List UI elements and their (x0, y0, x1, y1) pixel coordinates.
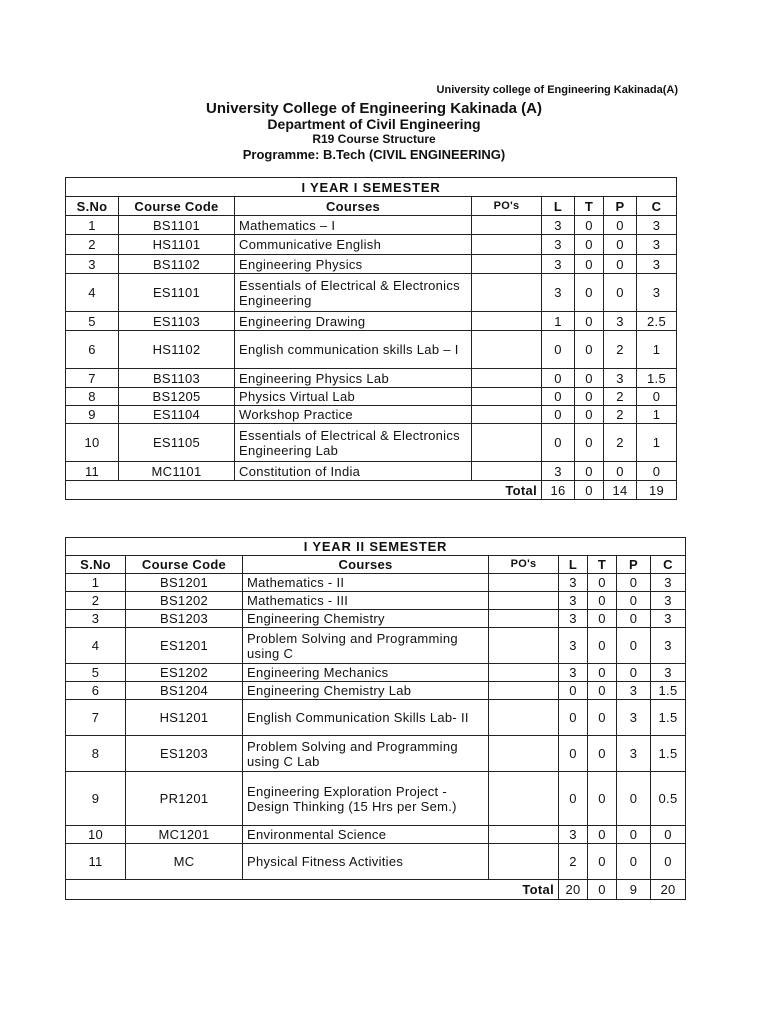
row-course-code: BS1102 (119, 255, 235, 274)
row-course-name: English Communication Skills Lab- II (243, 700, 489, 736)
row-sno: 2 (66, 235, 119, 255)
row-sno: 6 (66, 331, 119, 369)
row-l: 0 (559, 736, 588, 772)
row-c: 1 (637, 406, 677, 424)
row-pos (472, 369, 542, 388)
row-pos (472, 331, 542, 369)
row-p: 0 (604, 274, 637, 312)
row-course-name: Mathematics – I (235, 216, 472, 235)
col-courses: Courses (243, 556, 489, 574)
row-t: 0 (575, 369, 604, 388)
row-pos (472, 235, 542, 255)
row-pos (472, 424, 542, 462)
row-p: 0 (617, 628, 651, 664)
row-pos (472, 462, 542, 481)
row-t: 0 (588, 844, 617, 880)
row-p: 0 (617, 844, 651, 880)
table-row (66, 406, 677, 424)
row-pos (472, 274, 542, 312)
col-l: L (542, 197, 575, 216)
row-t: 0 (575, 312, 604, 331)
row-sno: 10 (66, 826, 126, 844)
col-pos: PO's (489, 556, 559, 574)
semester-2-table (65, 537, 686, 900)
row-c: 0.5 (651, 772, 686, 826)
row-c: 1.5 (651, 736, 686, 772)
row-course-name: Engineering Mechanics (243, 664, 489, 682)
row-course-code: ES1201 (126, 628, 243, 664)
row-course-code: ES1202 (126, 664, 243, 682)
row-l: 0 (542, 424, 575, 462)
row-course-name: Problem Solving and Programming using C Lab (243, 736, 489, 772)
row-course-code: BS1201 (126, 574, 243, 592)
row-l: 3 (559, 592, 588, 610)
row-course-name: Environmental Science (243, 826, 489, 844)
column-header-row (66, 197, 677, 216)
row-c: 1 (637, 424, 677, 462)
table-row (66, 369, 677, 388)
row-p: 0 (617, 592, 651, 610)
total-row (66, 481, 677, 500)
row-p: 3 (617, 682, 651, 700)
table-row (66, 331, 677, 369)
col-c: C (651, 556, 686, 574)
row-course-code: ES1105 (119, 424, 235, 462)
row-pos (472, 312, 542, 331)
table-row (66, 388, 677, 406)
row-sno: 5 (66, 312, 119, 331)
col-l: L (559, 556, 588, 574)
row-p: 0 (604, 216, 637, 235)
total-c: 19 (637, 481, 677, 500)
col-p: P (617, 556, 651, 574)
row-course-code: BS1205 (119, 388, 235, 406)
total-p: 9 (617, 880, 651, 900)
row-t: 0 (588, 682, 617, 700)
row-sno: 6 (66, 682, 126, 700)
row-p: 3 (604, 312, 637, 331)
row-t: 0 (575, 255, 604, 274)
col-t: T (575, 197, 604, 216)
row-c: 0 (651, 826, 686, 844)
row-p: 3 (617, 700, 651, 736)
row-c: 2.5 (637, 312, 677, 331)
table-row (66, 216, 677, 235)
table-row (66, 592, 686, 610)
row-course-name: Mathematics - III (243, 592, 489, 610)
row-p: 0 (604, 462, 637, 481)
row-c: 3 (637, 235, 677, 255)
total-t: 0 (588, 880, 617, 900)
row-pos (489, 592, 559, 610)
col-c: C (637, 197, 677, 216)
total-p: 14 (604, 481, 637, 500)
row-l: 3 (559, 628, 588, 664)
row-pos (489, 682, 559, 700)
row-t: 0 (588, 736, 617, 772)
row-pos (489, 664, 559, 682)
row-c: 0 (637, 388, 677, 406)
table-row (66, 462, 677, 481)
row-p: 2 (604, 424, 637, 462)
row-course-code: PR1201 (126, 772, 243, 826)
total-label: Total (66, 880, 559, 900)
row-l: 3 (542, 274, 575, 312)
programme-title: Programme: B.Tech (CIVIL ENGINEERING) (242, 147, 506, 162)
row-l: 0 (542, 406, 575, 424)
column-header-row (66, 556, 686, 574)
row-course-name: Engineering Chemistry (243, 610, 489, 628)
semester-2-body (66, 538, 686, 900)
row-sno: 7 (66, 369, 119, 388)
row-course-code: MC (126, 844, 243, 880)
table-row (66, 235, 677, 255)
row-c: 3 (651, 610, 686, 628)
row-t: 0 (588, 610, 617, 628)
row-sno: 11 (66, 844, 126, 880)
row-p: 0 (617, 664, 651, 682)
row-sno: 4 (66, 274, 119, 312)
table-row (66, 826, 686, 844)
total-l: 16 (542, 481, 575, 500)
semester-title: I YEAR II SEMESTER (66, 538, 686, 556)
table-row (66, 312, 677, 331)
row-t: 0 (588, 664, 617, 682)
row-course-name: Communicative English (235, 235, 472, 255)
table-row (66, 628, 686, 664)
row-pos (489, 700, 559, 736)
row-pos (489, 610, 559, 628)
row-course-name: Essentials of Electrical & Electronics Engineering (235, 274, 472, 312)
row-l: 0 (559, 772, 588, 826)
row-course-name: Workshop Practice (235, 406, 472, 424)
total-row (66, 880, 686, 900)
row-course-code: ES1203 (126, 736, 243, 772)
row-l: 0 (542, 369, 575, 388)
row-t: 0 (575, 331, 604, 369)
row-pos (472, 406, 542, 424)
row-p: 3 (617, 736, 651, 772)
row-c: 1 (637, 331, 677, 369)
semester-title: I YEAR I SEMESTER (66, 178, 677, 197)
row-course-code: BS1204 (126, 682, 243, 700)
row-p: 0 (617, 610, 651, 628)
row-course-name: Engineering Chemistry Lab (243, 682, 489, 700)
row-l: 0 (542, 331, 575, 369)
row-t: 0 (588, 628, 617, 664)
col-courses: Courses (235, 197, 472, 216)
row-l: 3 (559, 610, 588, 628)
row-l: 0 (559, 700, 588, 736)
top-note: University college of Engineering Kakinada(A) (436, 84, 678, 96)
row-l: 3 (542, 255, 575, 274)
row-sno: 9 (66, 406, 119, 424)
row-course-code: MC1201 (126, 826, 243, 844)
row-l: 3 (542, 235, 575, 255)
table-row (66, 700, 686, 736)
row-sno: 8 (66, 388, 119, 406)
row-p: 0 (604, 235, 637, 255)
row-p: 2 (604, 406, 637, 424)
row-course-name: Engineering Physics Lab (235, 369, 472, 388)
row-c: 1.5 (637, 369, 677, 388)
row-p: 0 (604, 255, 637, 274)
semester-1-body (66, 178, 677, 500)
row-pos (472, 388, 542, 406)
row-pos (472, 255, 542, 274)
row-l: 1 (542, 312, 575, 331)
row-sno: 3 (66, 255, 119, 274)
row-t: 0 (575, 216, 604, 235)
row-sno: 9 (66, 772, 126, 826)
row-p: 2 (604, 388, 637, 406)
row-l: 3 (542, 462, 575, 481)
row-course-code: MC1101 (119, 462, 235, 481)
row-p: 0 (617, 574, 651, 592)
table-row (66, 574, 686, 592)
row-l: 3 (542, 216, 575, 235)
row-sno: 4 (66, 628, 126, 664)
row-course-name: Physics Virtual Lab (235, 388, 472, 406)
row-c: 3 (651, 664, 686, 682)
row-course-name: Engineering Exploration Project - Design Thinking (15 Hrs per Sem.) (243, 772, 489, 826)
row-c: 1.5 (651, 700, 686, 736)
row-course-code: ES1103 (119, 312, 235, 331)
row-t: 0 (588, 772, 617, 826)
row-course-name: Mathematics - II (243, 574, 489, 592)
row-pos (489, 844, 559, 880)
row-t: 0 (575, 274, 604, 312)
semester-1-table (65, 177, 677, 500)
row-sno: 10 (66, 424, 119, 462)
col-sno: S.No (66, 556, 126, 574)
row-sno: 3 (66, 610, 126, 628)
row-l: 3 (559, 574, 588, 592)
table-row (66, 844, 686, 880)
table-row (66, 610, 686, 628)
row-course-code: BS1101 (119, 216, 235, 235)
table-row (66, 274, 677, 312)
row-course-name: Physical Fitness Activities (243, 844, 489, 880)
row-t: 0 (588, 700, 617, 736)
row-pos (489, 736, 559, 772)
row-p: 3 (604, 369, 637, 388)
row-c: 3 (651, 628, 686, 664)
total-l: 20 (559, 880, 588, 900)
row-p: 0 (617, 772, 651, 826)
university-title: University College of Engineering Kakinada (A) (206, 100, 542, 117)
row-course-name: Constitution of India (235, 462, 472, 481)
row-course-code: HS1101 (119, 235, 235, 255)
col-code: Course Code (119, 197, 235, 216)
row-course-name: Engineering Drawing (235, 312, 472, 331)
row-p: 2 (604, 331, 637, 369)
row-c: 3 (637, 255, 677, 274)
row-course-code: ES1101 (119, 274, 235, 312)
total-t: 0 (575, 481, 604, 500)
row-t: 0 (588, 826, 617, 844)
row-t: 0 (575, 406, 604, 424)
row-course-code: ES1104 (119, 406, 235, 424)
row-course-name: Engineering Physics (235, 255, 472, 274)
row-l: 0 (542, 388, 575, 406)
row-course-name: English communication skills Lab – I (235, 331, 472, 369)
row-sno: 2 (66, 592, 126, 610)
row-c: 0 (651, 844, 686, 880)
row-sno: 8 (66, 736, 126, 772)
row-c: 0 (637, 462, 677, 481)
row-course-code: BS1202 (126, 592, 243, 610)
table-row (66, 772, 686, 826)
row-course-name: Essentials of Electrical & Electronics Engineering Lab (235, 424, 472, 462)
structure-title: R19 Course Structure (312, 132, 436, 146)
col-t: T (588, 556, 617, 574)
row-c: 1.5 (651, 682, 686, 700)
row-pos (489, 628, 559, 664)
row-t: 0 (588, 592, 617, 610)
row-t: 0 (575, 424, 604, 462)
row-course-code: BS1203 (126, 610, 243, 628)
row-pos (489, 826, 559, 844)
row-course-code: BS1103 (119, 369, 235, 388)
row-sno: 1 (66, 574, 126, 592)
table-row (66, 255, 677, 274)
row-c: 3 (637, 216, 677, 235)
row-c: 3 (651, 574, 686, 592)
col-sno: S.No (66, 197, 119, 216)
row-sno: 5 (66, 664, 126, 682)
row-pos (489, 772, 559, 826)
table-row (66, 682, 686, 700)
col-pos: PO's (472, 197, 542, 216)
total-c: 20 (651, 880, 686, 900)
row-l: 3 (559, 664, 588, 682)
row-p: 0 (617, 826, 651, 844)
row-sno: 7 (66, 700, 126, 736)
total-label: Total (66, 481, 542, 500)
row-l: 2 (559, 844, 588, 880)
row-t: 0 (575, 462, 604, 481)
row-course-name: Problem Solving and Programming using C (243, 628, 489, 664)
row-pos (489, 574, 559, 592)
table-row (66, 664, 686, 682)
row-l: 3 (559, 826, 588, 844)
table-row (66, 424, 677, 462)
row-t: 0 (575, 235, 604, 255)
row-t: 0 (588, 574, 617, 592)
col-code: Course Code (126, 556, 243, 574)
row-sno: 11 (66, 462, 119, 481)
row-sno: 1 (66, 216, 119, 235)
col-p: P (604, 197, 637, 216)
department-title: Department of Civil Engineering (267, 116, 481, 132)
row-t: 0 (575, 388, 604, 406)
row-c: 3 (637, 274, 677, 312)
row-l: 0 (559, 682, 588, 700)
row-c: 3 (651, 592, 686, 610)
row-pos (472, 216, 542, 235)
table-row (66, 736, 686, 772)
row-course-code: HS1201 (126, 700, 243, 736)
row-course-code: HS1102 (119, 331, 235, 369)
